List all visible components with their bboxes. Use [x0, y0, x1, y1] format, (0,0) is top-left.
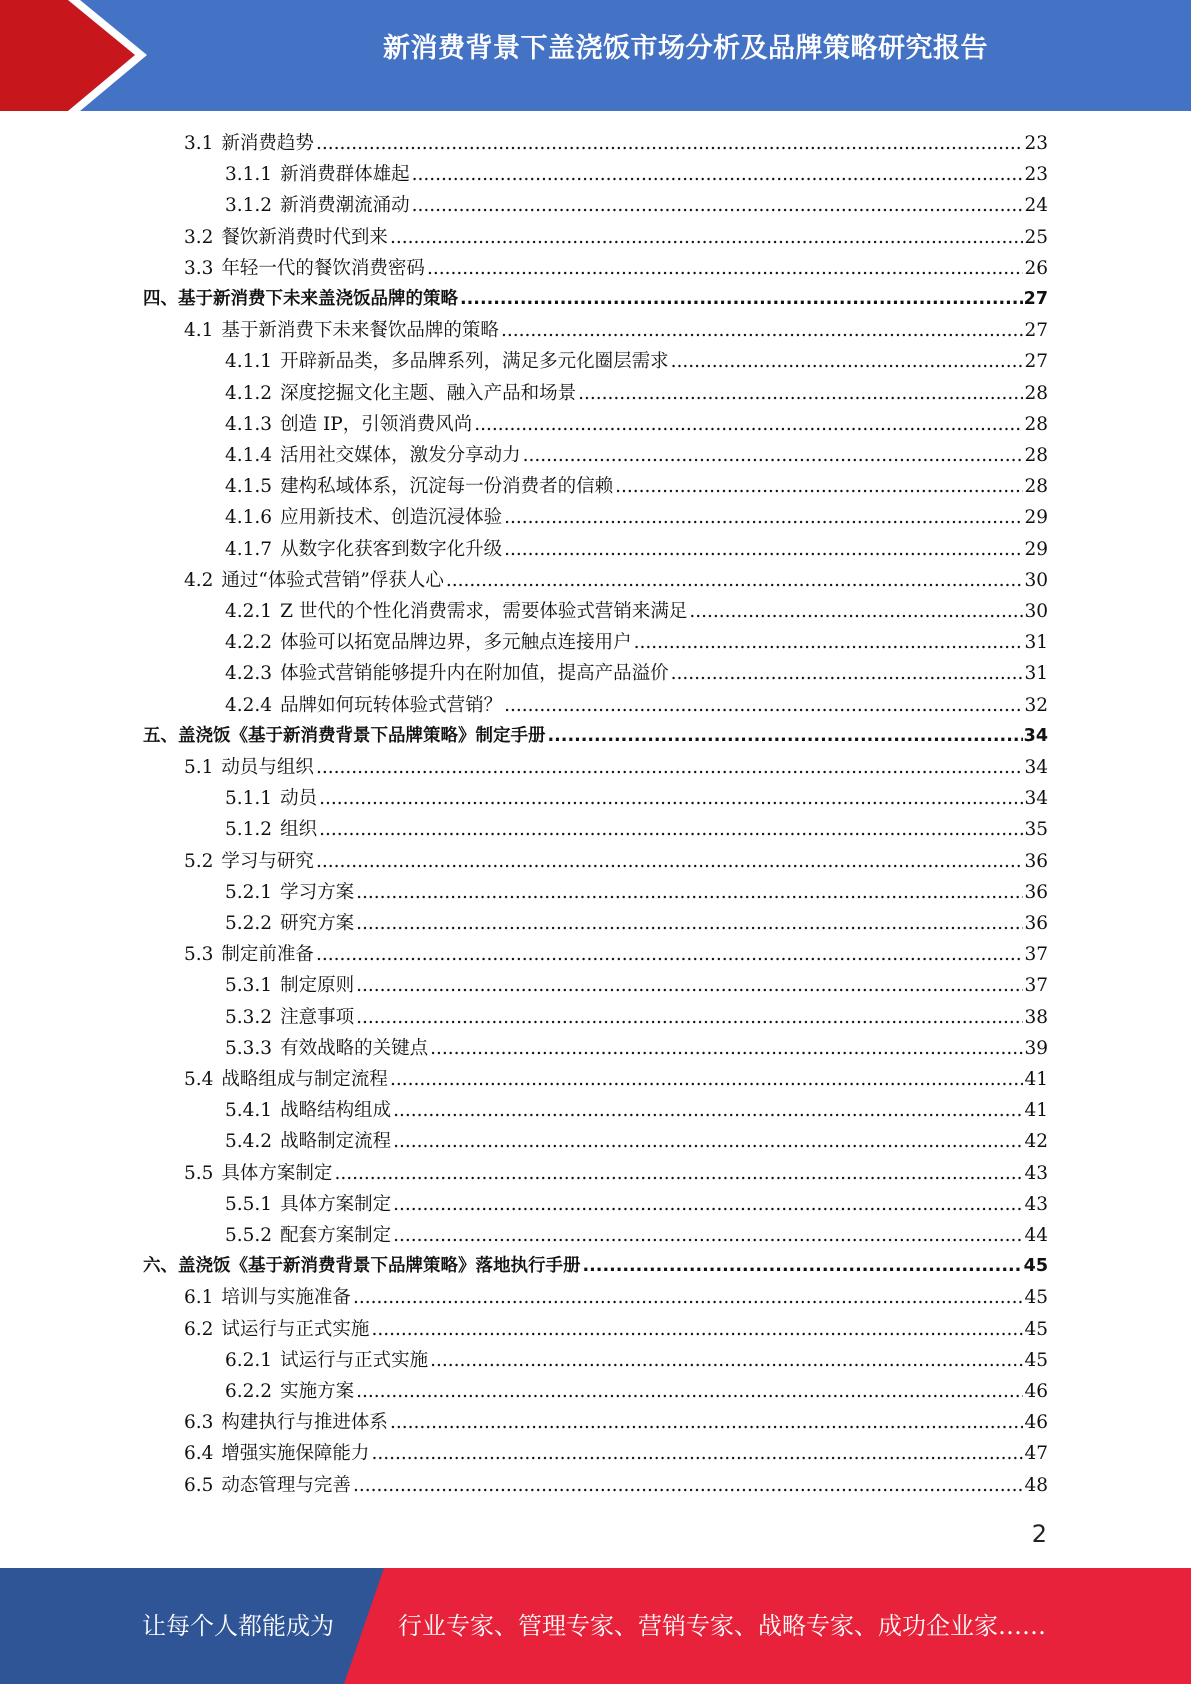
- toc-entry-page: 34: [1024, 757, 1048, 778]
- toc-entry[interactable]: [184, 1282, 1048, 1313]
- toc-entry-label: 体验式营销能够提升内在附加值，提高产品溢价: [280, 663, 669, 685]
- toc-entry-label: 新消费群体雄起: [280, 164, 410, 186]
- toc-entry-page: 41: [1024, 1100, 1048, 1122]
- toc-entry[interactable]: [225, 346, 1048, 377]
- toc-entry-number: 5.3: [184, 944, 214, 966]
- toc-entry-page: 29: [1024, 538, 1048, 560]
- toc-leader-dots: [501, 315, 1024, 346]
- toc-leader-dots: [548, 721, 1023, 752]
- toc-entry-label: 餐饮新消费时代到来: [221, 226, 388, 248]
- toc-entry-number: 4.1.3: [225, 413, 273, 435]
- toc-entry-page: 26: [1024, 257, 1048, 279]
- toc-entry-number: 5.2.2: [225, 913, 273, 934]
- toc-leader-dots: [393, 1126, 1023, 1157]
- toc-entry-label: 战略组成与制定流程: [221, 1069, 388, 1090]
- toc-entry-number: 5.1: [184, 757, 214, 778]
- toc-entry-page: 46: [1024, 1412, 1048, 1434]
- toc-entry-number: 3.1.1: [225, 164, 273, 186]
- toc-leader-dots: [671, 346, 1024, 377]
- toc-entry-page: 46: [1024, 1381, 1048, 1402]
- toc-entry-label: 通过“体验式营销”俘获人心: [221, 569, 444, 591]
- footer-slogan-right: 行业专家、管理专家、营销专家、战略专家、成功企业家……: [398, 1612, 1046, 1640]
- toc-entry-page: 44: [1024, 1225, 1048, 1246]
- toc-entry-number: 4.2.1: [225, 601, 273, 622]
- toc-entry-number: 6.4: [184, 1443, 214, 1465]
- toc-entry-number: 5.4: [184, 1069, 214, 1090]
- toc-entry-number: 5.2.1: [225, 881, 273, 903]
- toc-entry-page: 47: [1024, 1443, 1048, 1465]
- page-header: [0, 0, 1191, 111]
- toc-entry-number: 3.1.2: [225, 195, 273, 217]
- toc-entry-number: 4.1.6: [225, 507, 273, 529]
- toc-leader-dots: [356, 970, 1023, 1001]
- toc-leader-dots: [578, 378, 1023, 409]
- toc-entry[interactable]: [225, 814, 1048, 845]
- toc-leader-dots: [393, 1220, 1023, 1251]
- toc-entry[interactable]: [225, 1189, 1048, 1220]
- toc-entry-page: 24: [1024, 195, 1048, 217]
- toc-entry-page: 32: [1024, 694, 1048, 716]
- toc-entry-page: 45: [1023, 1256, 1048, 1277]
- toc-entry-number: 5.5.2: [225, 1225, 273, 1246]
- toc-leader-dots: [334, 1158, 1023, 1189]
- toc-leader-dots: [319, 783, 1023, 814]
- toc-entry-label: 制定原则: [280, 975, 355, 997]
- toc-entry-number: 4.1.1: [225, 351, 273, 373]
- toc-entry[interactable]: [225, 440, 1048, 471]
- toc-entry-page: 23: [1024, 133, 1048, 154]
- toc-entry-label: 具体方案制定: [221, 1162, 333, 1184]
- toc-entry-page: 43: [1024, 1162, 1048, 1184]
- toc-entry-page: 28: [1024, 476, 1048, 498]
- toc-entry-number: 6.5: [184, 1474, 214, 1496]
- toc-entry[interactable]: [143, 721, 1048, 752]
- toc-entry[interactable]: [184, 1438, 1048, 1469]
- toc-entry-label: 新消费潮流涌动: [280, 195, 410, 217]
- toc-entry-page: 23: [1024, 164, 1048, 186]
- toc-entry[interactable]: [184, 1407, 1048, 1438]
- toc-leader-dots: [316, 846, 1024, 877]
- toc-leader-dots: [356, 908, 1023, 939]
- toc-entry[interactable]: [184, 1470, 1048, 1501]
- toc-leader-dots: [430, 1345, 1023, 1376]
- toc-leader-dots: [393, 1095, 1023, 1126]
- toc-entry-page: 36: [1024, 913, 1048, 934]
- toc-entry-page: 28: [1024, 445, 1048, 466]
- toc-entry-number: 4.1.7: [225, 538, 273, 560]
- toc-entry[interactable]: [143, 284, 1048, 315]
- toc-entry-number: 6.3: [184, 1412, 214, 1434]
- toc-entry[interactable]: [225, 1376, 1048, 1407]
- toc-entry-page: 36: [1024, 881, 1048, 903]
- toc-leader-dots: [371, 1438, 1023, 1469]
- toc-entry[interactable]: [184, 752, 1048, 783]
- toc-entry-page: 28: [1024, 413, 1048, 435]
- toc-entry[interactable]: [184, 1158, 1048, 1189]
- toc-entry[interactable]: [184, 128, 1048, 159]
- toc-entry-number: 4.2.4: [225, 694, 273, 716]
- toc-entry[interactable]: [184, 565, 1048, 596]
- toc-entry-number: 6.1: [184, 1287, 214, 1309]
- toc-entry-number: 4.2: [184, 569, 214, 591]
- toc-entry-number: 3.1: [184, 133, 214, 154]
- toc-entry-label: 制定前准备: [221, 944, 314, 966]
- toc-entry-page: 48: [1024, 1474, 1048, 1496]
- toc-entry-number: 5.5.1: [225, 1193, 273, 1215]
- toc-entry-label: 实施方案: [280, 1381, 355, 1402]
- toc-entry[interactable]: [225, 1126, 1048, 1157]
- toc-entry[interactable]: [225, 783, 1048, 814]
- toc-entry-label: 配套方案制定: [280, 1225, 392, 1246]
- toc-entry[interactable]: [225, 1033, 1048, 1064]
- toc-entry[interactable]: [225, 502, 1048, 533]
- toc-leader-dots: [504, 690, 1023, 721]
- toc-entry-page: 31: [1024, 632, 1048, 654]
- toc-leader-dots: [474, 409, 1023, 440]
- toc-entry-label: 动态管理与完善: [221, 1474, 351, 1496]
- toc-entry-page: 42: [1024, 1131, 1048, 1153]
- toc-entry-number: 3.3: [184, 257, 214, 279]
- toc-entry-label: 年轻一代的餐饮消费密码: [221, 257, 425, 279]
- toc-entry-page: 45: [1024, 1349, 1048, 1371]
- toc-entry-label: 具体方案制定: [280, 1193, 392, 1215]
- toc-leader-dots: [390, 222, 1024, 253]
- page-number: 2: [1031, 1520, 1047, 1548]
- toc-leader-dots: [390, 1407, 1024, 1438]
- toc-entry[interactable]: [225, 627, 1048, 658]
- toc-entry-label: 试运行与正式实施: [280, 1349, 429, 1371]
- toc-entry-label: 六、盖浇饭《基于新消费背景下品牌策略》落地执行手册: [143, 1256, 581, 1277]
- toc-entry[interactable]: [143, 1251, 1048, 1282]
- toc-entry-label: 动员与组织: [221, 757, 314, 778]
- toc-entry-label: 研究方案: [280, 913, 355, 934]
- toc-entry[interactable]: [225, 534, 1048, 565]
- toc-leader-dots: [412, 159, 1024, 190]
- toc-entry-number: 6.2: [184, 1318, 214, 1340]
- toc-entry[interactable]: [225, 877, 1048, 908]
- toc-entry[interactable]: [225, 908, 1048, 939]
- toc-entry-label: 构建执行与推进体系: [221, 1412, 388, 1434]
- toc-entry-page: 31: [1024, 663, 1048, 685]
- toc-entry-number: 4.2.2: [225, 632, 273, 654]
- toc-entry[interactable]: [225, 690, 1048, 721]
- toc-entry-number: 5.3.2: [225, 1006, 273, 1028]
- toc-entry-number: 5.4.1: [225, 1100, 273, 1122]
- toc-entry[interactable]: [225, 190, 1048, 221]
- toc-entry-label: 培训与实施准备: [221, 1287, 351, 1309]
- toc-entry-label: 增强实施保障能力: [221, 1443, 370, 1465]
- toc-entry[interactable]: [225, 409, 1048, 440]
- toc-entry-page: 35: [1024, 819, 1048, 841]
- toc-entry[interactable]: [225, 471, 1048, 502]
- toc-entry[interactable]: [225, 159, 1048, 190]
- header-red-chevron: [0, 0, 150, 111]
- header-title: 新消费背景下盖浇饭市场分析及品牌策略研究报告: [383, 33, 988, 64]
- toc-leader-dots: [390, 1064, 1024, 1095]
- toc-leader-dots: [353, 1470, 1024, 1501]
- toc-leader-dots: [460, 284, 1023, 315]
- toc-entry-number: 3.2: [184, 226, 214, 248]
- toc-entry[interactable]: [225, 1095, 1048, 1126]
- toc-leader-dots: [504, 534, 1023, 565]
- toc-entry-page: 25: [1024, 226, 1048, 248]
- toc-leader-dots: [671, 658, 1024, 689]
- toc-entry-number: 5.5: [184, 1162, 214, 1184]
- toc-leader-dots: [356, 1376, 1023, 1407]
- toc-entry-number: 4.2.3: [225, 663, 273, 685]
- toc-leader-dots: [316, 752, 1024, 783]
- toc-entry[interactable]: [184, 939, 1048, 970]
- toc-entry-number: 6.2.1: [225, 1349, 273, 1371]
- toc-entry[interactable]: [184, 253, 1048, 284]
- toc-entry-label: 活用社交媒体，激发分享动力: [280, 445, 521, 466]
- toc-entry-page: 37: [1024, 975, 1048, 997]
- toc-entry-page: 34: [1023, 725, 1048, 746]
- toc-entry-label: 开辟新品类，多品牌系列，满足多元化圈层需求: [280, 351, 669, 373]
- toc-entry-label: 新消费趋势: [221, 133, 314, 154]
- toc-entry-label: 体验可以拓宽品牌边界，多元触点连接用户: [280, 632, 632, 654]
- toc-leader-dots: [430, 1033, 1023, 1064]
- toc-entry[interactable]: [225, 596, 1048, 627]
- toc-leader-dots: [371, 1314, 1023, 1345]
- toc-entry-label: 品牌如何玩转体验式营销？: [280, 694, 503, 716]
- toc-entry[interactable]: [225, 378, 1048, 409]
- toc-entry-number: 5.4.2: [225, 1131, 273, 1153]
- toc-leader-dots: [689, 596, 1023, 627]
- toc-leader-dots: [583, 1251, 1023, 1282]
- toc-entry-page: 36: [1024, 850, 1048, 872]
- toc-entry-page: 30: [1024, 569, 1048, 591]
- toc-entry-label: 创造 IP，引领消费风尚: [280, 413, 473, 435]
- toc-entry-label: 有效战略的关键点: [280, 1037, 429, 1059]
- toc-entry-page: 27: [1024, 320, 1048, 342]
- toc-entry-page: 29: [1024, 507, 1048, 529]
- toc-leader-dots: [353, 1282, 1024, 1313]
- toc-leader-dots: [615, 471, 1023, 502]
- toc-entry-number: 4.1.2: [225, 382, 273, 404]
- toc-entry-page: 45: [1024, 1287, 1048, 1309]
- toc-entry-label: 战略结构组成: [280, 1100, 392, 1122]
- toc-leader-dots: [393, 1189, 1023, 1220]
- toc-entry-label: Z 世代的个性化消费需求，需要体验式营销来满足: [280, 601, 688, 622]
- toc-entry-number: 5.1.1: [225, 788, 273, 810]
- toc-entry-page: 39: [1024, 1037, 1048, 1059]
- toc-entry-page: 34: [1024, 788, 1048, 810]
- toc-leader-dots: [356, 1002, 1023, 1033]
- toc-entry-label: 四、基于新消费下未来盖浇饭品牌的策略: [143, 289, 458, 309]
- toc-entry-number: 5.3.3: [225, 1037, 273, 1059]
- toc-entry-number: 4.1: [184, 320, 214, 342]
- toc-entry-number: 4.1.5: [225, 476, 273, 498]
- toc-leader-dots: [412, 190, 1024, 221]
- toc-entry-page: 28: [1024, 382, 1048, 404]
- toc-entry-label: 从数字化获客到数字化升级: [280, 538, 503, 560]
- toc-entry-number: 4.1.4: [225, 445, 273, 466]
- page-footer: [0, 1568, 1191, 1684]
- toc-entry-page: 27: [1024, 351, 1048, 373]
- toc-entry[interactable]: [184, 1314, 1048, 1345]
- toc-entry-page: 37: [1024, 944, 1048, 966]
- toc-entry-label: 组织: [280, 819, 318, 841]
- toc-entry[interactable]: [184, 1064, 1048, 1095]
- toc-entry-label: 五、盖浇饭《基于新消费背景下品牌策略》制定手册: [143, 725, 546, 746]
- toc-entry[interactable]: [225, 1345, 1048, 1376]
- toc-entry-label: 应用新技术、创造沉浸体验: [280, 507, 503, 529]
- toc-entry[interactable]: [225, 658, 1048, 689]
- toc-leader-dots: [446, 565, 1024, 596]
- toc-entry-page: 45: [1024, 1318, 1048, 1340]
- toc-entry-label: 深度挖掘文化主题、融入产品和场景: [280, 382, 577, 404]
- toc-entry[interactable]: [184, 315, 1048, 346]
- footer-slogan-left: 让每个人都能成为: [142, 1612, 334, 1640]
- toc-entry-page: 41: [1024, 1069, 1048, 1090]
- toc-entry-label: 建构私域体系，沉淀每一份消费者的信赖: [280, 476, 614, 498]
- toc-leader-dots: [316, 939, 1024, 970]
- toc-entry-number: 5.1.2: [225, 819, 273, 841]
- toc-entry[interactable]: [225, 1220, 1048, 1251]
- toc-leader-dots: [634, 627, 1024, 658]
- toc-entry-number: 5.3.1: [225, 975, 273, 997]
- toc-entry-number: 5.2: [184, 850, 214, 872]
- toc-leader-dots: [356, 877, 1023, 908]
- toc-leader-dots: [316, 128, 1024, 159]
- toc-entry[interactable]: [184, 222, 1048, 253]
- toc-leader-dots: [319, 814, 1023, 845]
- toc-entry-number: 6.2.2: [225, 1381, 273, 1402]
- toc-entry-label: 试运行与正式实施: [221, 1318, 370, 1340]
- toc-entry-label: 战略制定流程: [280, 1131, 392, 1153]
- toc-entry-page: 30: [1024, 601, 1048, 622]
- toc-entry-label: 动员: [280, 788, 318, 810]
- toc-entry[interactable]: [225, 970, 1048, 1001]
- toc-entry[interactable]: [225, 1002, 1048, 1033]
- toc-entry-page: 43: [1024, 1193, 1048, 1215]
- toc-entry[interactable]: [184, 846, 1048, 877]
- toc-entry-label: 学习与研究: [221, 850, 314, 872]
- toc-entry-label: 基于新消费下未来餐饮品牌的策略: [221, 320, 499, 342]
- toc-entry-page: 38: [1024, 1006, 1048, 1028]
- toc-leader-dots: [427, 253, 1024, 284]
- toc-entry-page: 27: [1023, 289, 1048, 309]
- toc-leader-dots: [523, 440, 1024, 471]
- toc-leader-dots: [504, 502, 1023, 533]
- toc-entry-label: 学习方案: [280, 881, 355, 903]
- toc-entry-label: 注意事项: [280, 1006, 355, 1028]
